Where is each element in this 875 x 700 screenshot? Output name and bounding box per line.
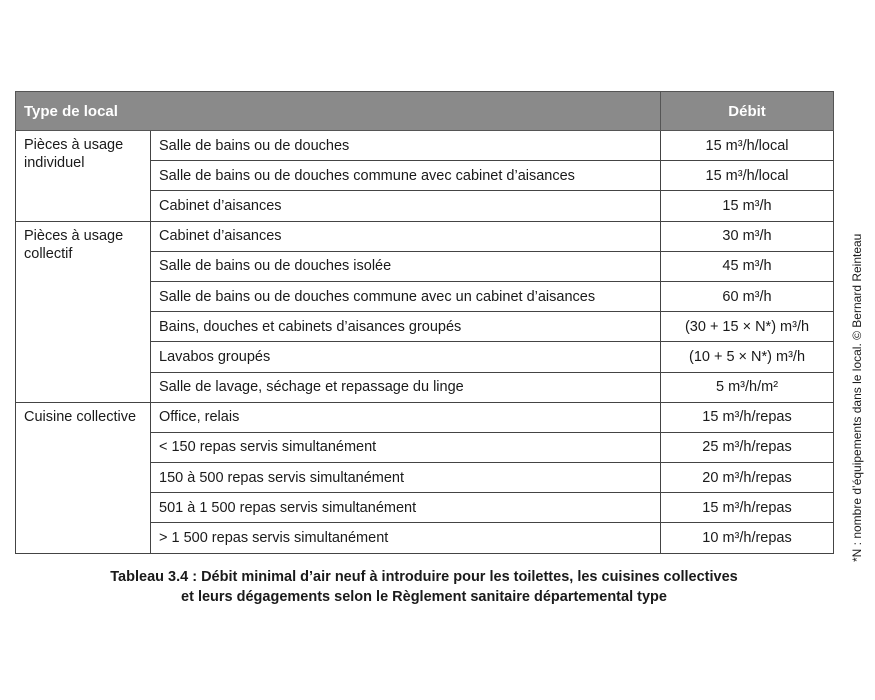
cell-local: Salle de bains ou de douches commune avec cabinet d’aisances bbox=[151, 161, 661, 191]
cell-debit: 45 m³/h bbox=[661, 251, 834, 281]
group-label-collectif: Pièces à usage collectif bbox=[16, 221, 151, 402]
cell-debit: 15 m³/h bbox=[661, 191, 834, 221]
table-row bbox=[16, 402, 834, 432]
cell-debit: 15 m³/h/local bbox=[661, 161, 834, 191]
table-row bbox=[16, 131, 834, 161]
cell-local: Bains, douches et cabinets d’aisances groupés bbox=[151, 312, 661, 342]
cell-debit: 15 m³/h/local bbox=[661, 131, 834, 161]
cell-debit: 60 m³/h bbox=[661, 281, 834, 311]
cell-local: Cabinet d’aisances bbox=[151, 221, 661, 251]
cell-debit: (10 + 5 × N*) m³/h bbox=[661, 342, 834, 372]
cell-debit: 25 m³/h/repas bbox=[661, 432, 834, 462]
cell-local: 501 à 1 500 repas servis simultanément bbox=[151, 493, 661, 523]
caption-line-2: et leurs dégagements selon le Règlement sanitaire départemental type bbox=[181, 589, 667, 605]
cell-debit: 15 m³/h/repas bbox=[661, 493, 834, 523]
caption-line-1: Tableau 3.4 : Débit minimal d’air neuf à introduire pour les toilettes, les cuisines collectives bbox=[110, 569, 738, 585]
cell-local: Salle de bains ou de douches bbox=[151, 131, 661, 161]
cell-local: Cabinet d’aisances bbox=[151, 191, 661, 221]
cell-debit: 30 m³/h bbox=[661, 221, 834, 251]
cell-local: > 1 500 repas servis simultanément bbox=[151, 523, 661, 553]
side-note-credit: *N : nombre d’équipements dans le local. © Bernard Reinteau bbox=[850, 233, 864, 562]
cell-debit: 20 m³/h/repas bbox=[661, 463, 834, 493]
cell-local: Salle de bains ou de douches commune avec un cabinet d’aisances bbox=[151, 281, 661, 311]
cell-local: Salle de lavage, séchage et repassage du linge bbox=[151, 372, 661, 402]
group-label-individuel: Pièces à usage individuel bbox=[16, 131, 151, 222]
cell-local: < 150 repas servis simultanément bbox=[151, 432, 661, 462]
cell-debit: 5 m³/h/m² bbox=[661, 372, 834, 402]
cell-local: Lavabos groupés bbox=[151, 342, 661, 372]
ventilation-table-container bbox=[15, 91, 833, 554]
table-header-row bbox=[16, 92, 834, 131]
cell-local: 150 à 500 repas servis simultanément bbox=[151, 463, 661, 493]
cell-local: Office, relais bbox=[151, 402, 661, 432]
group-label-cuisine: Cuisine collective bbox=[16, 402, 151, 553]
cell-local: Salle de bains ou de douches isolée bbox=[151, 251, 661, 281]
cell-debit: (30 + 15 × N*) m³/h bbox=[661, 312, 834, 342]
ventilation-table bbox=[15, 91, 834, 554]
table-row bbox=[16, 221, 834, 251]
cell-debit: 15 m³/h/repas bbox=[661, 402, 834, 432]
table-caption bbox=[15, 567, 833, 607]
cell-debit: 10 m³/h/repas bbox=[661, 523, 834, 553]
header-type-de-local: Type de local bbox=[16, 92, 661, 131]
header-debit: Débit bbox=[661, 92, 834, 131]
